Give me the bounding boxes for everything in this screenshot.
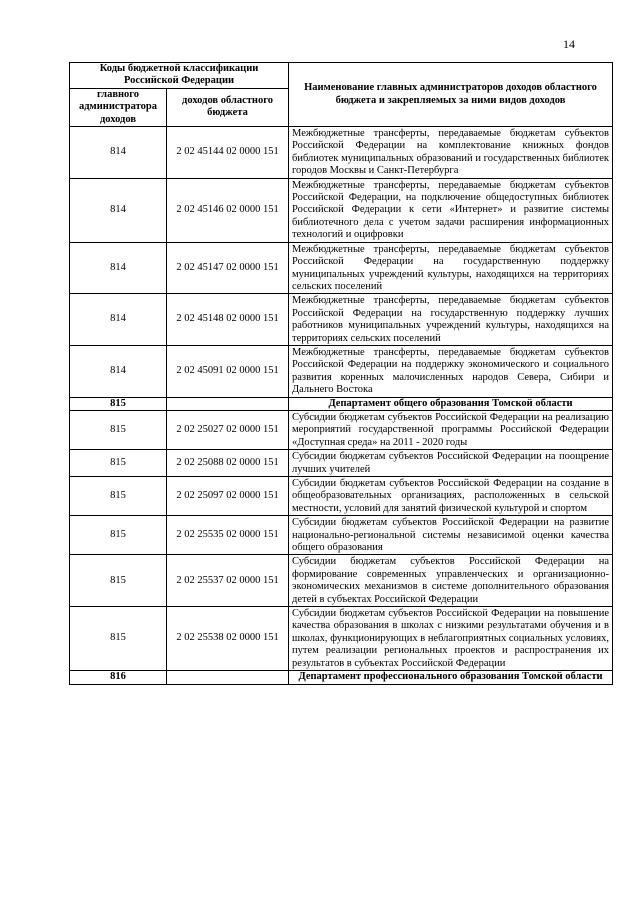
admin-code-cell: 815: [70, 477, 167, 516]
header-income-column: доходов областного бюджета: [167, 88, 289, 126]
description-cell: Субсидии бюджетам субъектов Российской Федерации на повышение качества образования в школах с низкими результатами обучения и в школах, функционирующих в неблагоприятных социальных условиях, путем реализации региональных проектов и распространения их результатов в субъектах Российской Федерации: [289, 607, 613, 671]
description-cell: Межбюджетные трансферты, передаваемые бюджетам субъектов Российской Федерации на поддержку экономического и социального развития коренных малочисленных народов Севера, Сибири и Дальнего Востока: [289, 345, 613, 397]
income-code-cell: 2 02 25535 02 0000 151: [167, 516, 289, 555]
income-code-cell: 2 02 45144 02 0000 151: [167, 127, 289, 179]
income-code-cell: [167, 671, 289, 684]
admin-code-cell: 815: [70, 555, 167, 607]
table-row: [70, 345, 613, 397]
description-cell: Субсидии бюджетам субъектов Российской Федерации на реализацию мероприятий государственной программы Российской Федерации «Доступная среда» на 2011 - 2020 годы: [289, 410, 613, 449]
table-row: [70, 127, 613, 179]
table-row: [70, 555, 613, 607]
description-cell: Субсидии бюджетам субъектов Российской Федерации на создание в общеобразовательных организациях, расположенных в сельской местности, условий для занятий физической культурой и спортом: [289, 477, 613, 516]
table-row: [70, 477, 613, 516]
table-row: [70, 607, 613, 671]
income-code-cell: 2 02 25538 02 0000 151: [167, 607, 289, 671]
header-codes-group: Коды бюджетной классификации Российской Федерации: [70, 63, 289, 89]
description-cell: Субсидии бюджетам субъектов Российской Федерации на развитие национально-региональной системы независимой оценки качества общего образования: [289, 516, 613, 555]
budget-codes-table: [69, 62, 613, 685]
header-admin-column: главного администратора доходов: [70, 88, 167, 126]
admin-code-cell: 814: [70, 242, 167, 294]
income-code-cell: 2 02 25027 02 0000 151: [167, 410, 289, 449]
header-name-column: Наименование главных администраторов доходов областного бюджета и закрепляемых за ними видов доходов: [289, 63, 613, 127]
table-row: [70, 516, 613, 555]
admin-code-cell: 816: [70, 671, 167, 684]
description-cell: Межбюджетные трансферты, передаваемые бюджетам субъектов Российской Федерации на государственную поддержку лучших работников муниципальных учреждений культуры, находящихся на территориях сельских поселений: [289, 294, 613, 346]
income-code-cell: 2 02 25097 02 0000 151: [167, 477, 289, 516]
income-code-cell: 2 02 45147 02 0000 151: [167, 242, 289, 294]
income-code-cell: 2 02 45091 02 0000 151: [167, 345, 289, 397]
admin-code-cell: 815: [70, 410, 167, 449]
department-name-cell: Департамент профессионального образования Томской области: [289, 671, 613, 684]
department-name-cell: Департамент общего образования Томской области: [289, 397, 613, 410]
table-row: [70, 178, 613, 242]
admin-code-cell: 815: [70, 516, 167, 555]
table-row: [70, 294, 613, 346]
admin-code-cell: 815: [70, 607, 167, 671]
income-code-cell: 2 02 25537 02 0000 151: [167, 555, 289, 607]
income-code-cell: [167, 397, 289, 410]
description-cell: Межбюджетные трансферты, передаваемые бюджетам субъектов Российской Федерации на государственную поддержку муниципальных учреждений культуры, находящихся на территориях сельских поселений: [289, 242, 613, 294]
table-row: [70, 242, 613, 294]
admin-code-cell: 814: [70, 178, 167, 242]
income-code-cell: 2 02 45148 02 0000 151: [167, 294, 289, 346]
income-code-cell: 2 02 25088 02 0000 151: [167, 450, 289, 477]
admin-code-cell: 815: [70, 397, 167, 410]
page-number: 14: [563, 37, 575, 51]
department-row: [70, 671, 613, 684]
income-code-cell: 2 02 45146 02 0000 151: [167, 178, 289, 242]
table-header-row: [70, 63, 613, 89]
table-row: [70, 410, 613, 449]
department-row: [70, 397, 613, 410]
description-cell: Межбюджетные трансферты, передаваемые бюджетам субъектов Российской Федерации, на подключение общедоступных библиотек Российской Федерации к сети «Интернет» и развитие системы библиотечного дела с учетом задачи расширения информационных технологий и оцифровки: [289, 178, 613, 242]
admin-code-cell: 814: [70, 345, 167, 397]
table-row: [70, 450, 613, 477]
description-cell: Межбюджетные трансферты, передаваемые бюджетам субъектов Российской Федерации на комплектование книжных фондов библиотек муниципальных образований и государственных библиотек городов Москвы и Санкт-Петербурга: [289, 127, 613, 179]
description-cell: Субсидии бюджетам субъектов Российской Федерации на поощрение лучших учителей: [289, 450, 613, 477]
admin-code-cell: 814: [70, 127, 167, 179]
admin-code-cell: 815: [70, 450, 167, 477]
description-cell: Субсидии бюджетам субъектов Российской Федерации на формирование современных управленческих и организационно-экономических механизмов в системе дополнительного образования детей в субъектах Российской Федерации: [289, 555, 613, 607]
table-body: [70, 127, 613, 684]
admin-code-cell: 814: [70, 294, 167, 346]
